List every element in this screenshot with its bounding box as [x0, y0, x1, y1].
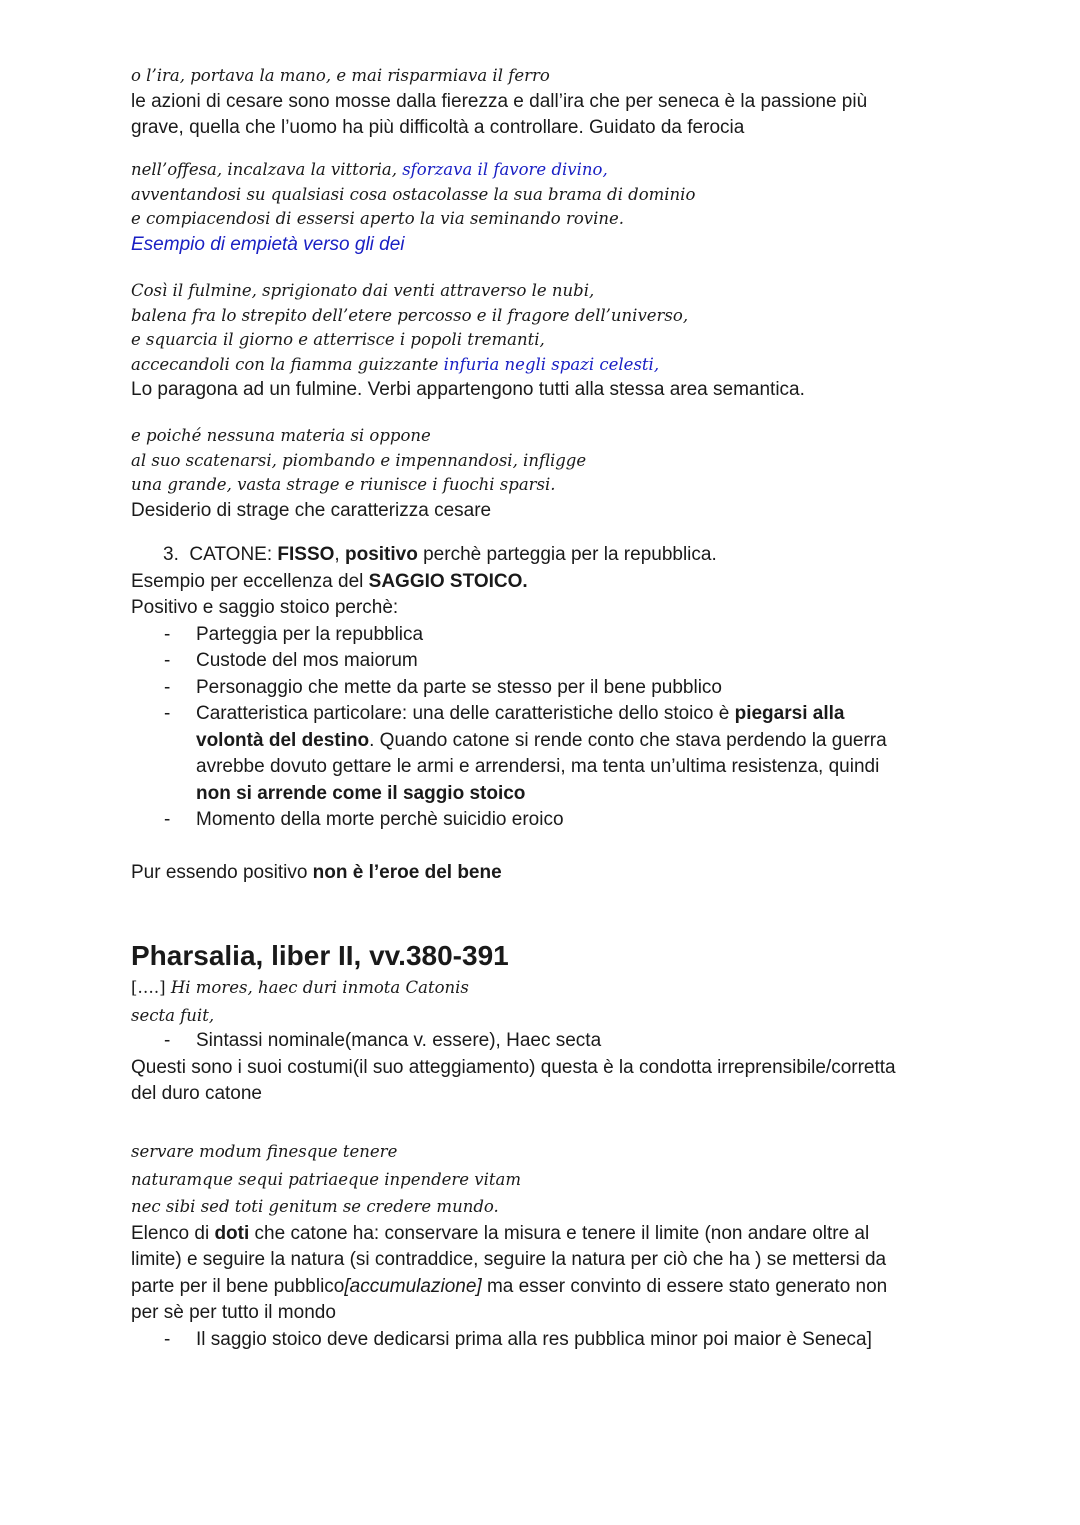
verse-line: e compiacendosi di essersi aperto la via seminando rovine. [131, 209, 624, 228]
commentary-line: grave, quella che l’uomo ha più difficoltà a controllare. Guidato da ferocia [131, 117, 745, 138]
blue-note: Esempio di empietà verso gli dei [131, 233, 405, 255]
verse-line: e poiché nessuna materia si oppone [131, 426, 431, 445]
bold-text: volontà del destino [196, 729, 370, 751]
list-item-text: Personaggio che mette da parte se stesso per il bene pubblico [196, 676, 722, 698]
commentary-line: Positivo e saggio stoico perchè: [131, 597, 399, 618]
list-item [131, 622, 951, 649]
commentary-line: del duro catone [131, 1083, 262, 1104]
verse-text: accecandoli con la fiamma guizzante [131, 354, 444, 374]
commentary-line: Questi sono i suoi costumi(il suo atteggiamento) questa è la condotta irreprensibile/corretta [131, 1056, 896, 1078]
text: . Quando catone si rende conto che stava perdendo la guerra [369, 729, 887, 751]
latin-quote [131, 976, 951, 1028]
list-item [131, 807, 951, 834]
cesare-empieta-block [131, 158, 951, 258]
dash-bullet: - [164, 1030, 171, 1051]
commentary-line: Lo paragona ad un fulmine. Verbi appartengono tutti alla stessa area semantica. [131, 379, 805, 400]
latin-verses-block [131, 1138, 951, 1353]
verse-line: nec sibi sed toti genitum se credere mundo. [131, 1197, 499, 1216]
commentary-line [131, 569, 951, 596]
italic-text: [accumulazione] [344, 1275, 482, 1297]
bold-text: doti [214, 1222, 250, 1244]
section-heading: Pharsalia, liber II, vv.380-391 [131, 940, 509, 971]
commentary-line [131, 1221, 951, 1248]
list-item [131, 1327, 951, 1354]
verse-text: nell’offesa, incalzava la vittoria, [131, 160, 403, 179]
pharsalia-section [131, 939, 951, 1108]
list-item-line [196, 728, 951, 755]
text: Caratteristica particolare: una delle caratteristiche dello stoico è [196, 703, 735, 724]
numbered-item-catone [131, 542, 951, 569]
saggio-stoico-bold: SAGGIO STOICO. [368, 570, 528, 592]
verse-line: secta fuit, [131, 1005, 215, 1025]
verse-line: una grande, vasta strage e riunisce i fuochi sparsi. [131, 475, 556, 494]
list-item [131, 1028, 951, 1055]
list-item [131, 701, 951, 807]
text: Pur essendo positivo [131, 862, 313, 883]
verse-line [131, 976, 951, 1001]
bold-text: piegarsi alla [734, 703, 845, 724]
highlighted-verse: infuria negli spazi celesti, [443, 354, 660, 374]
verse-line [131, 353, 951, 378]
strage-block [131, 424, 951, 524]
text: ma esser convinto di essere stato generato non [481, 1275, 888, 1297]
list-item-text: Il saggio stoico deve dedicarsi prima alla res pubblica minor poi maior è Seneca] [196, 1328, 872, 1350]
commentary-line: le azioni di cesare sono mosse dalla fierezza e dall’ira che per seneca è la passione più [131, 90, 868, 112]
separator: , [334, 544, 345, 565]
dash-bullet: - [164, 703, 171, 724]
commentary-line: Desiderio di strage che caratterizza cesare [131, 499, 492, 521]
commentary-line [131, 860, 951, 887]
text: Esempio per eccellenza del [131, 570, 369, 592]
list-item-line [196, 701, 951, 728]
catone-label: CATONE: [189, 544, 273, 565]
list-item-text: Parteggia per la repubblica [196, 623, 424, 645]
highlighted-verse: sforzava il favore divino, [402, 160, 608, 179]
verse-line: avventandosi su qualsiasi cosa ostacolasse la sua brama di dominio [131, 184, 696, 204]
fisso-bold: FISSO [277, 544, 335, 565]
closing-remark [131, 860, 951, 887]
list-item-text: Sintassi nominale(manca v. essere), Haec secta [196, 1030, 602, 1051]
dash-bullet: - [164, 650, 171, 671]
verse-line: o l’ira, portava la mano, e mai risparmiava il ferro [131, 66, 550, 85]
verse-line: al suo scatenarsi, piombando e impennandosi, infligge [131, 450, 587, 470]
list-item-line: non si arrende come il saggio stoico [196, 782, 526, 804]
ellipsis: [….] [131, 978, 171, 997]
cesare-ira-block [131, 64, 951, 142]
dash-bullet: - [164, 1328, 171, 1350]
list-item [131, 648, 951, 675]
commentary-line: limite) e seguire la natura (si contraddice, seguire la natura per ciò che ha ) se mettersi da [131, 1249, 887, 1270]
list-item-line: avrebbe dovuto gettare le armi e arrendersi, ma tenta un’ultima resistenza, quindi [196, 756, 880, 777]
commentary-line: per sè per tutto il mondo [131, 1302, 336, 1323]
verse-line: naturamque sequi patriaeque inpendere vitam [131, 1169, 522, 1189]
verse-line: e squarcia il giorno e atterrisce i popoli tremanti, [131, 330, 545, 349]
dash-bullet: - [164, 676, 171, 698]
list-number: 3. [163, 544, 179, 565]
dash-bullet: - [164, 809, 171, 830]
text: Elenco di [131, 1222, 215, 1244]
list-item [131, 675, 951, 702]
fulmine-block [131, 279, 951, 404]
verse-line: Così il fulmine, sprigionato dai venti attraverso le nubi, [131, 281, 595, 300]
verse-line: servare modum finesque tenere [131, 1142, 398, 1161]
dash-bullet: - [164, 623, 171, 645]
catone-desc: perchè parteggia per la repubblica. [417, 544, 717, 565]
verse-text: Hi mores, haec duri inmota Catonis [170, 978, 469, 997]
verse-line [131, 158, 951, 183]
list-item-text: Momento della morte perchè suicidio eroico [196, 809, 564, 830]
catone-section [131, 542, 951, 834]
text: parte per il bene pubblico [131, 1275, 345, 1297]
text: che catone ha: conservare la misura e tenere il limite (non andare oltre al [249, 1222, 870, 1244]
commentary-line [131, 1274, 951, 1301]
bold-text: non è l’eroe del bene [312, 862, 502, 883]
verse-line: balena fra lo strepito dell’etere percosso e il fragore dell’universo, [131, 305, 689, 325]
positivo-bold: positivo [344, 544, 418, 565]
list-item-text: Custode del mos maiorum [196, 650, 418, 671]
